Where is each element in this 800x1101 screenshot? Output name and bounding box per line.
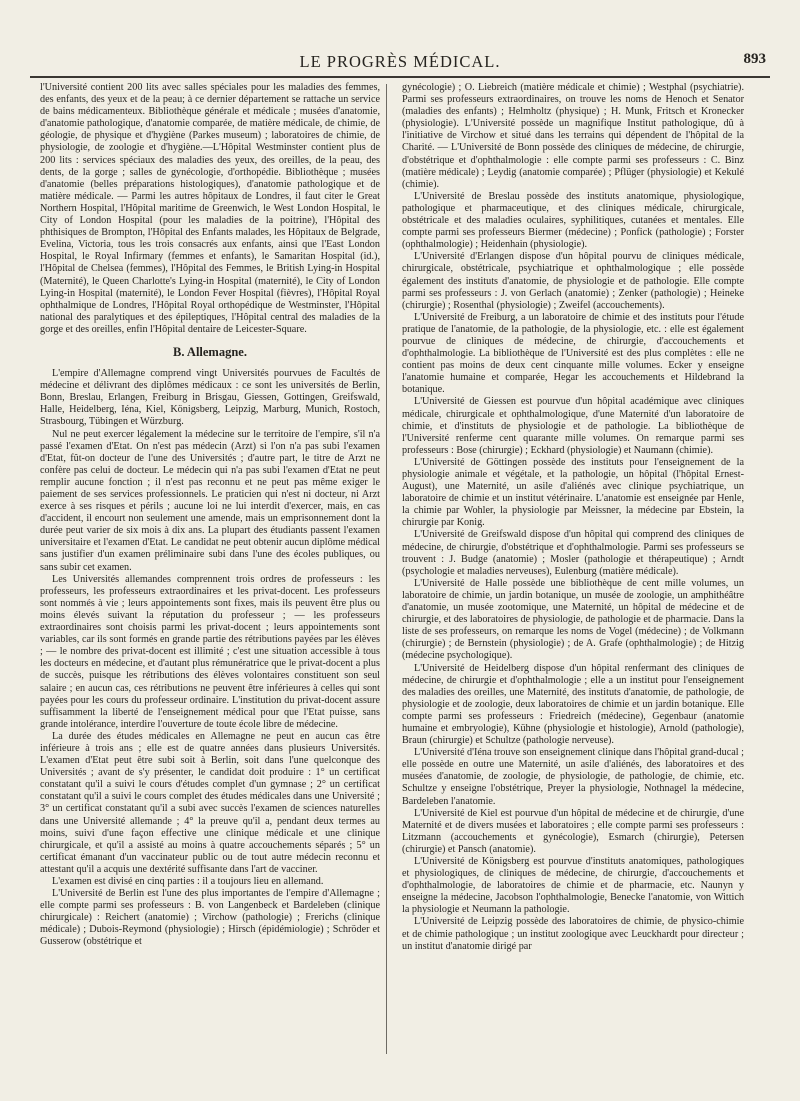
paragraph: gynécologie) ; O. Liebreich (matière médicale et chimie) ; Westphal (psychiatrie). Parmi ses professeurs extraordinaires, on trouve les noms de Henoch et Senator (maladies des enfants) ; Helmholtz (physique) ; H. Munk, Fritsch et Kronecker (physiologie). L'Université possède un magnifique Institut pathologique, dû à l'initiative de Virchow et situé dans les terrains qui dépendent de l'hôpital de la Charité. — L'Université de Bonn possède des cliniques de médecine, de chirurgie, d'obstétrique et d'ophthalmologie : elle compte parmi ses professeurs : C. Binz (matière médicale) ; Leydig (anatomie comparée) ; Pflüger (physiologie) et Kekulé (chimie). xyxy=(402,82,744,190)
paragraph: L'Université de Leipzig possède des laboratoires de chimie, de physico-chimie et de chimie pathologique ; un institut zoologique avec Leuckhardt pour directeur ; un institut d'anatomie dirigé par xyxy=(402,916,744,952)
paragraph: Nul ne peut exercer légalement la médecine sur le territoire de l'empire, s'il n'a passé l'examen d'Etat. On n'est pas médecin (Arzt) si l'on n'a pas subi l'examen d'Etat, fût-on docteur de l'une des Universités ; d'autre part, le titre de Arzt ne confère pas celui de docteur. Le médecin qui n'a pas subi l'examen d'Etat ne peut remplir aucune fonction ; il n'est pas reconnu et ne peut pas même exiger le paiement de ses services professionnels. Le praticien qui n'est ni docteur, ni Arzt exerce à ses risques et périls ; aucune loi ne lui interdit d'exercer, mais, en cas d'accident, il encourt non seulement une amende, mais un emprisonnement dont la durée peut varier de six mois à dix ans. La plupart des étudiants passent l'examen universitaire et l'examen d'Etat. Le candidat ne peut obtenir aucun diplôme médical sans justifier d'un examen préliminaire subi dans l'une des écoles publiques, ou sans subir cet examen. xyxy=(40,428,380,573)
page-number: 893 xyxy=(743,51,766,67)
paragraph: L'Université de Freiburg, a un laboratoire de chimie et des instituts pour l'étude pratique de l'anatomie, de la pathologie, de la physiologie, etc. : elle est également pourvue de cliniques de médecine, de chirurgie, d'accouchements et d'ophthalmologie. La bibliothèque de l'Université est des plus complètes : elle ne contient pas moins de deux cent cinquante mille volumes. Ecker y enseigne l'anatomie humaine et comparée, Hegar les accouchements et Hildebrand la botanique. xyxy=(402,311,744,396)
paragraph: L'Université de Breslau possède des instituts anatomique, physiologique, pathologique et pharmaceutique, et des cliniques médicale, chirurgicale, obstétricale et des maladies oculaires, syphilitiques, cutanées et mentales. Elle compte parmi ses professeurs Biermer (médecine) ; Ponfick (pathologie) ; Forster (ophthalmologie) ; Heidenhain (physiologie). xyxy=(402,190,744,251)
column-divider xyxy=(386,84,387,1054)
running-title: LE PROGRÈS MÉDICAL. xyxy=(299,52,501,71)
left-column xyxy=(40,82,380,1082)
paragraph: L'Université d'Erlangen dispose d'un hôpital pourvu de cliniques médicale, chirurgicale, obstétricale, psychiatrique et ophthalmologique ; elle possède également des instituts d'anatomie, de physiologie et de pathologie. Elle compte parmi ses professeurs : J. von Gerlach (anatomie) ; Zenker (pathologie) ; Heineke (chirurgie) ; Rosenthal (physiologie) ; Zweifel (accouchements). xyxy=(402,251,744,311)
paragraph: La durée des études médicales en Allemagne ne peut en aucun cas être inférieure à trois ans ; elle est de quatre années dans plusieurs Universités. L'examen d'Etat peut être subi soit à Berlin, soit dans l'une quelconque des Universités ; avant de s'y présenter, le candidat doit produire : 1° un certificat constatant qu'il a suivi le cours d'études complet d'un gymnase ; 2° un certificat constatant qu'il a suivi le cours complet des études médicales dans une Université ; 3° un certificat constatant qu'il a subi avec succès l'examen de sciences naturelles dans une Université allemande ; 4° la preuve qu'il a, pendant deux termes au moins, suivi d'une façon effective une clinique médicale et une clinique chirurgicale, et qu'il a assisté au moins à quatre accouchements séparés ; 5° un certificat émanant d'un vaccinateur public ou de tout autre médecin reconnu et attestant qu'il a acquis une dextérité suffisante dans l'art de vacciner. xyxy=(40,730,380,875)
paragraph: L'Université de Königsberg est pourvue d'instituts anatomiques, pathologiques et physiologiques, de cliniques de médecine, de chirurgie, d'accouchements et d'ophthalmologie, de laboratoires de chimie et de pharmacie, etc. Naunyn y enseigne la médecine, Jacobson l'ophthalmologie, Benecke l'anatomie, von Wittich la physiologie et Neumann la pathologie. xyxy=(402,856,744,916)
paragraph: L'Université de Giessen est pourvue d'un hôpital académique avec cliniques médicale, chirurgicale et ophthalmologique, d'une Maternité d'un laboratoire de chimie, et d'instituts de physiologie et de pathologie. La bibliothèque de l'Université renferme cent quarante mille volumes. On remarque parmi ses professeurs : Bose (chirurgie) ; Eckhard (physiologie) et Naumann (chimie). xyxy=(402,396,744,456)
paragraph: l'Université contient 200 lits avec salles spéciales pour les maladies des femmes, des enfants, des yeux et de la peau; à ce dernier département se rattache un service de bains médicamenteux. Bibliothèque générale et médicale ; musées d'anatomie, d'anatomie pathologique, d'anatomie comparée, de matière médicale, de chimie, de géologie, de physique et d'hygiène (Parkes museum) ; laboratoires de chimie, de physiologie, de zoologie et d'hygiène.—L'Hôpital Westminster contient plus de 200 lits : services spéciaux des maladies des yeux, des oreilles, de la peau, des dents, de la gorge ; salles de gynécologie, d'orthopédie. Bibliothèque ; musées d'anatomie (belles préparations histologiques), d'anatomie pathologique et de matière médicale. — Parmi les autres hôpitaux de Londres, il faut citer le Great Northern Hospital, l'Hôpital maritime de Greenwich, le West London Hospital, le City of London Hospital (pour les maladies de la poitrine), l'Hôpital des phthisiques de Brompton, l'Hôpital des Enfants malades, les Hôpitaux de Belgrade, Evelina, Victoria, tous les trois consacrés aux enfants, ainsi que l'East London Hospital, le Royal Infirmary (femmes et enfants), le Samaritan Hospital (id.), l'Hôpital de Chelsea (femmes), l'Hôpital des Femmes, le British Lying-in Hospital (Maternité), le Queen Charlotte's Lying-in Hospital (maternité), le City of London Lying-in Hospital (maternité), le London Fever Hospital (fièvres), l'Hôpital Royal ophthalmique de Londres, l'Hôpital Royal orthopédique de Westminster, l'Hôpital national des paralytiques et des épileptiques, l'Hôpital central des maladies de la gorge et des oreilles, enfin l'Hôpital dentaire de Leicester-Square. xyxy=(40,82,380,335)
paragraph: L'examen est divisé en cinq parties : il a toujours lieu en allemand. xyxy=(52,876,324,887)
paragraph: L'Université d'Iéna trouve son enseignement clinique dans l'hôpital grand-ducal ; elle possède en outre une Maternité, un asile d'aliénés, des laboratoires et des musées d'anatomie, de zoologie, de physiologie, de pathologie, de chimie, etc. Schultze y enseigne l'obstétrique, Preyer la physiologie, Nothnagel la médecine, Bardeleben l'anatomie. xyxy=(402,747,744,807)
section-heading: B. Allemagne. xyxy=(173,344,247,359)
right-column xyxy=(402,82,744,1082)
paragraph: L'empire d'Allemagne comprend vingt Universités pourvues de Facultés de médecine et délivrant des diplômes médicaux : ce sont les universités de Berlin, Bonn, Breslau, Erlangen, Freiburg in Brisgau, Giessen, Gottingen, Greifswald, Halle, Heidelberg, Iéna, Kiel, Königsberg, Leipzig, Marburg, Munich, Rostoch, Strasbourg, Tübingen et Würzburg. xyxy=(40,368,380,428)
paragraph: L'Université de Göttingen possède des instituts pour l'enseignement de la physiologie animale et végétale, et la pathologie, un hôpital (l'hôpital Ernest-August), une Maternité, un asile d'aliénés avec clinique psychiatrique, un laboratoire de chimie et un institut vétérinaire. L'anatomie est enseignée par Henle, la chimie par Wohler, la physiologie par Meissner, la médecine par Ebstein, la chirurgie par Konig. xyxy=(402,456,744,529)
paragraph: L'Université de Berlin est l'une des plus importantes de l'empire d'Allemagne ; elle compte parmi ses professeurs : B. von Langenbeck et Bardeleben (clinique chirurgicale) : Reichert (anatomie) ; Virchow (pathologie) ; Frerichs (clinique médicale) ; Dubois-Reymond (physiologie) ; Hirsch (épidémiologie) ; Schröder et Gusserow (obstétrique et xyxy=(40,888,380,948)
paragraph: L'Université de Greifswald dispose d'un hôpital qui comprend des cliniques de médecine, de chirurgie, d'obstétrique et d'ophthalmologie. Parmi ses professeurs se trouvent : J. Budge (anatomie) ; Mosler (pathologie et thérapeutique) ; Arndt (psychologie et maladies nerveuses), Eulenburg (matière médicale). xyxy=(402,529,744,577)
paragraph: L'Université de Heidelberg dispose d'un hôpital renfermant des cliniques de médecine, de chirurgie et d'ophthalmologie ; elle a un institut pour l'enseignement des maladies des oreilles, une Maternité, des instituts d'anatomie, de pathologie, de physiologie et de zoologie, deux laboratoires de chimie et un jardin botanique. Elle compte parmi ses professeurs : Friedreich (médecine), Gegenbaur (anatomie humaine et embryologie), Kühne (physiologie et histologie), Arnold (pathologie), Braun (chirurgie) et Schultze (pathologie nerveuse). xyxy=(402,662,744,747)
paragraph: L'Université de Kiel est pourvue d'un hôpital de médecine et de chirurgie, d'une Maternité et de divers musées et laboratoires ; elle compte parmi ses professeurs : Litzmann (accouchements et gynécologie), Esmarch (chirurgie), Petersen (chirurgie) et Pansch (anatomie). xyxy=(402,807,744,855)
paragraph: Les Universités allemandes comprennent trois ordres de professeurs : les professeurs, les professeurs extraordinaires et les privat-docent. Les professeurs sont nommés à vie ; leurs appointements sont fixes, mais ils peuvent être plus ou moins élevés suivant la réputation du professeur ; — les professeurs extraordinaires sont choisis parmi les privat-docent ; leurs appointements sont variables, car ils sont formés en grande partie des rétributions payées par les élèves ; — le nombre des privat-docent est illimité ; c'est une situation accessible à tous les docteurs en médecine, et d'autant plus rémunératrice que le privat-docent a plus de succès, puisque les rétributions des élèves volontaires constituent son seul salaire ; en aucun cas, ces rétributions ne peuvent être inférieures à celles qui sont payées pour les cours du professeur ordinaire. L'institution du privat-docent assure suffisamment la liberté de l'enseignement médical pour que l'Etat puisse, sans grande intolérance, interdire l'ouverture de toute école libre de médecine. xyxy=(40,573,380,730)
paragraph: L'Université de Halle possède une bibliothèque de cent mille volumes, un laboratoire de chimie, un jardin botanique, un musée de zoologie, un amphithéâtre d'anatomie, un musée zootomique, une Maternité, un hôpital de médecine et de chirurgie, et des laboratoires de physiologie, de pathologie et de pharmacie. Dans la liste de ses professeurs, on remarque les noms de Vogel (médecine) ; de Volkmann (chirurgie) ; de Bernstein (physiologie) ; de A. Grafe (ophthalmologie) ; de Hitzig (médecine psychologique). xyxy=(402,577,744,662)
page-header xyxy=(30,50,770,78)
